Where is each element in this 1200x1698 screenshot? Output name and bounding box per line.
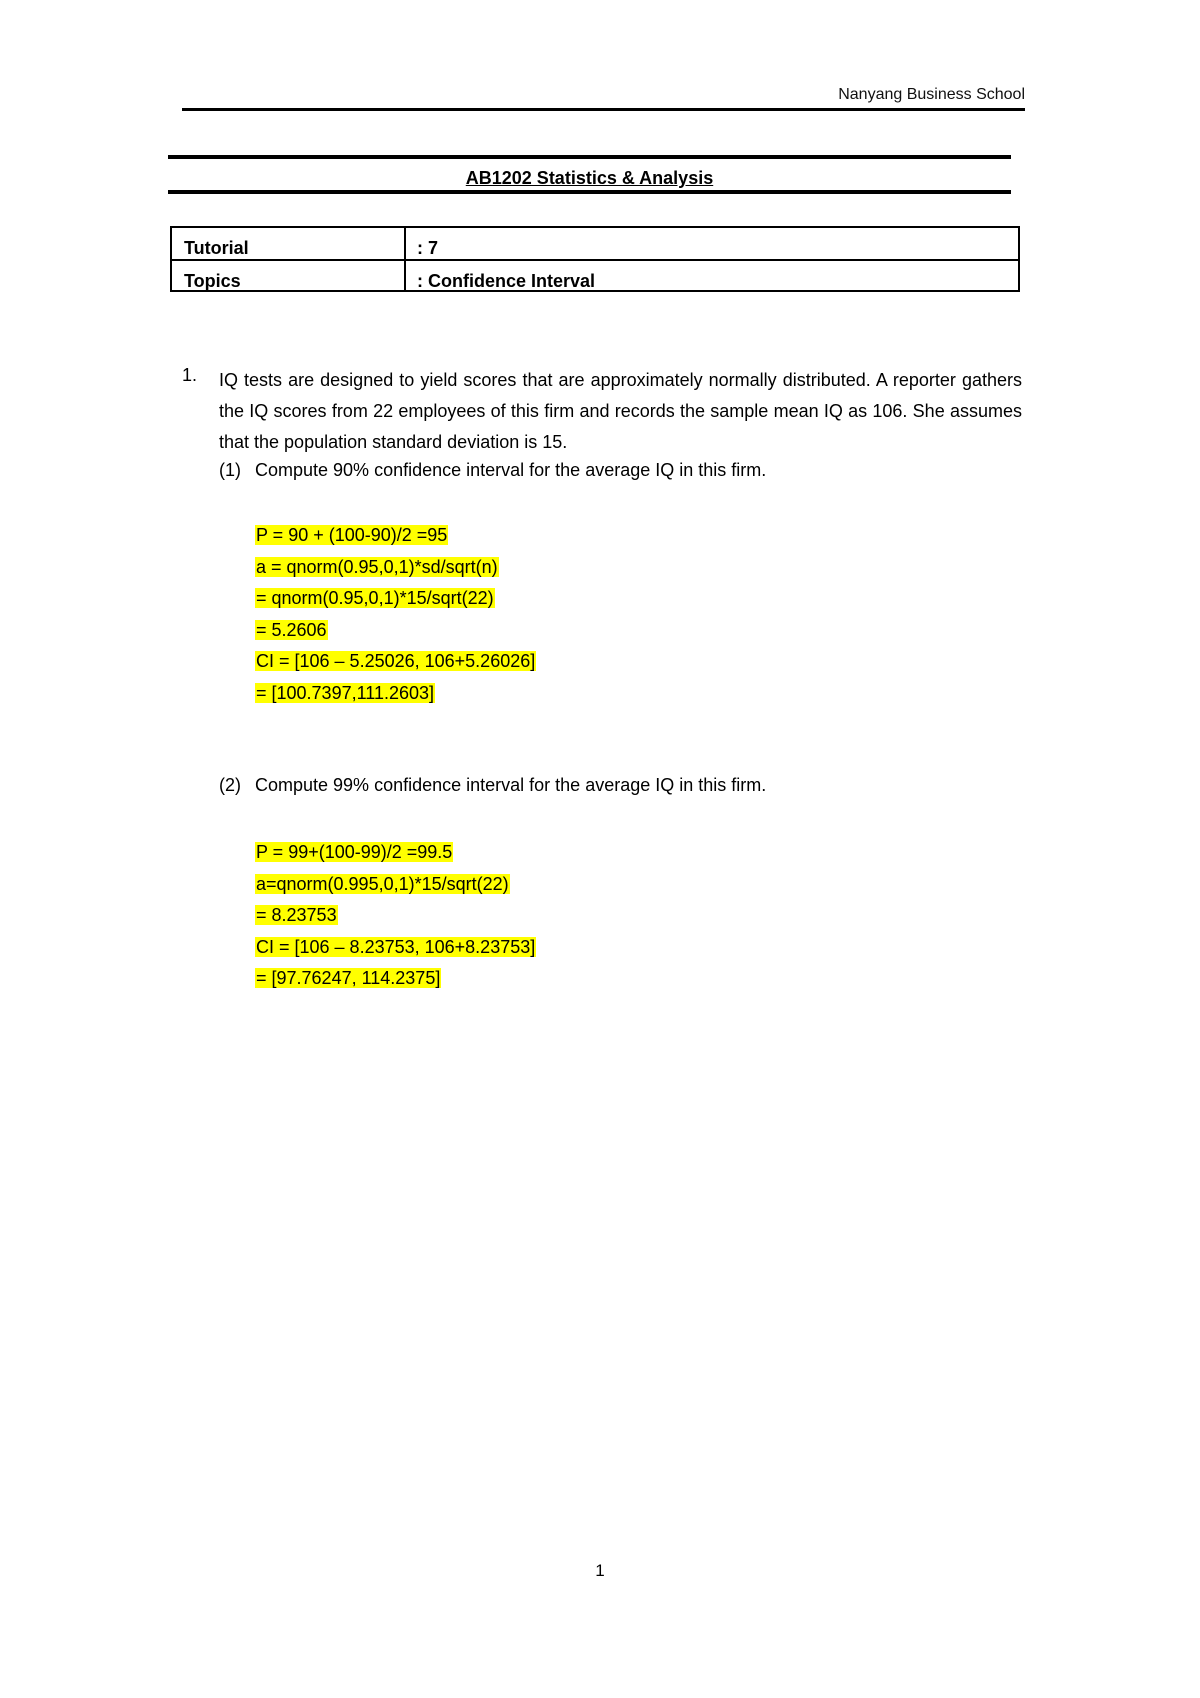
part-1-text: Compute 90% confidence interval for the average IQ in this firm. bbox=[255, 460, 767, 480]
answer-line: = qnorm(0.95,0,1)*15/sqrt(22) bbox=[256, 588, 494, 608]
part-2-answer bbox=[255, 837, 536, 995]
answer-line: CI = [106 – 8.23753, 106+8.23753] bbox=[256, 936, 536, 957]
title-rule-bottom bbox=[168, 190, 1011, 194]
answer-line: CI = [106 – 5.25026, 106+5.26026] bbox=[256, 651, 536, 671]
document-title: AB1202 Statistics & Analysis bbox=[465, 168, 714, 188]
header-institution: Nanyang Business School bbox=[838, 86, 1025, 103]
page-number: 1 bbox=[595, 1561, 605, 1580]
header-rule bbox=[182, 108, 1025, 111]
table-value: : 7 bbox=[417, 238, 439, 258]
answer-line: = [100.7397,111.2603] bbox=[256, 682, 434, 703]
title-rule-top bbox=[168, 155, 1011, 159]
part-1-answer bbox=[255, 520, 536, 709]
answer-line: P = 99+(100-99)/2 =99.5 bbox=[256, 842, 453, 862]
table-row-tutorial bbox=[172, 228, 1018, 261]
answer-line: = 8.23753 bbox=[256, 905, 337, 925]
question-text: IQ tests are designed to yield scores that are approximately normally distributed. A reporter gathers the IQ scores from 22 employees of this firm and records the sample mean IQ as 106. She assumes that the population standard deviation is 15. bbox=[219, 370, 1022, 452]
table-value: : Confidence Interval bbox=[417, 271, 596, 291]
answer-line: = 5.2606 bbox=[256, 619, 327, 640]
part-1-number: (1) bbox=[219, 460, 241, 480]
answer-line: a = qnorm(0.95,0,1)*sd/sqrt(n) bbox=[256, 556, 498, 577]
answer-line: P = 90 + (100-90)/2 =95 bbox=[256, 525, 448, 545]
question-number: 1. bbox=[182, 365, 198, 385]
part-2-text: Compute 99% confidence interval for the average IQ in this firm. bbox=[255, 775, 767, 795]
table-label: Topics bbox=[184, 271, 241, 291]
info-table bbox=[170, 226, 1020, 292]
table-label: Tutorial bbox=[184, 238, 249, 258]
part-2-number: (2) bbox=[219, 775, 241, 795]
answer-line: a=qnorm(0.995,0,1)*15/sqrt(22) bbox=[256, 873, 509, 894]
table-row-topics bbox=[172, 261, 1018, 292]
answer-line: = [97.76247, 114.2375] bbox=[256, 968, 441, 988]
